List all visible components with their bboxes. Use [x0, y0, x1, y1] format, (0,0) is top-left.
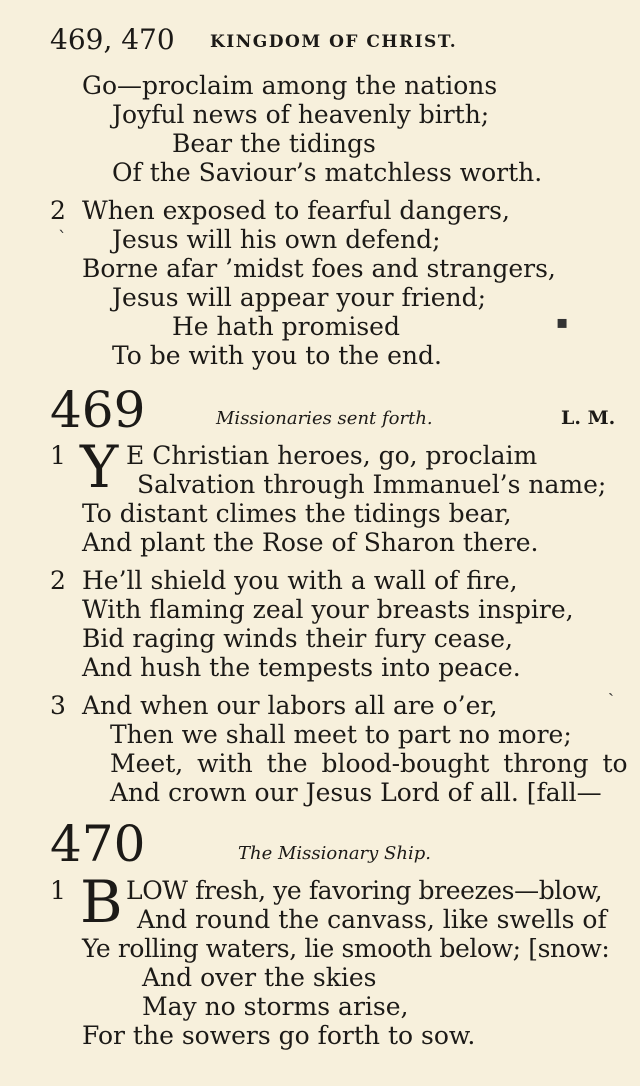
prev-line-4: Of the Saviour’s matchless worth.	[112, 158, 543, 187]
hymn-470-line-2: And round the canvass, like swells of	[137, 905, 607, 934]
hymn-469-verse-1-number: 1	[50, 441, 66, 470]
hymn-469-title: Missionaries sent forth.	[216, 408, 433, 429]
page-numbers: 469, 470	[50, 23, 175, 56]
prev-line-7: Borne afar ’midst foes and strangers,	[82, 254, 556, 283]
hymn-470-line-1: LOW fresh, ye favoring breezes—blow,	[126, 876, 603, 905]
hymn-470-line-4: And over the skies	[142, 963, 377, 992]
hymn-469-verse-2-number: 2	[50, 566, 66, 595]
hymn-470-number: 470	[50, 815, 146, 873]
hymn-469-line-1: E Christian heroes, go, proclaim	[126, 441, 538, 470]
hymn-469-verse-3-number: 3	[50, 691, 66, 720]
hymn-470-dropcap: B	[80, 868, 123, 936]
prev-line-2: Joyful news of heavenly birth;	[112, 100, 490, 129]
hymn-469-dropcap: Y	[80, 433, 119, 501]
prev-verse-2-number: 2	[50, 196, 66, 225]
prev-line-3: Bear the tidings	[172, 129, 376, 158]
hymn-469-line-3: To distant climes the tidings bear,	[82, 499, 512, 528]
hymn-469-line-4: And plant the Rose of Sharon there.	[82, 528, 539, 557]
hymn-470-verse-1-number: 1	[50, 876, 66, 905]
prev-line-1: Go—proclaim among the nations	[82, 71, 498, 100]
stray-mark: ˋ	[58, 228, 67, 249]
prev-line-5: When exposed to fearful dangers,	[82, 196, 510, 225]
hymn-470-line-5: May no storms arise,	[142, 992, 409, 1021]
stray-mark: ˎ	[608, 676, 614, 697]
prev-line-8: Jesus will appear your friend;	[112, 283, 487, 312]
prev-line-9: He hath promised	[172, 312, 400, 341]
hymn-470-line-3: Ye rolling waters, lie smooth below; [snow:	[82, 934, 610, 963]
hymn-470-title: The Missionary Ship.	[238, 843, 431, 864]
hymn-469-line-12: And crown our Jesus Lord of all. [fall—	[110, 778, 602, 807]
hymn-469-line-5: He’ll shield you with a wall of fire,	[82, 566, 518, 595]
hymn-470-line-6: For the sowers go forth to sow.	[82, 1021, 476, 1050]
running-title: KINGDOM OF CHRIST.	[210, 32, 458, 52]
hymn-469-line-8: And hush the tempests into peace.	[82, 653, 521, 682]
hymn-469-line-6: With flaming zeal your breasts inspire,	[82, 595, 574, 624]
prev-line-10: To be with you to the end.	[112, 341, 442, 370]
hymn-469-line-7: Bid raging winds their fury cease,	[82, 624, 513, 653]
hymn-469-line-10: Then we shall meet to part no more;	[110, 720, 572, 749]
hymn-469-line-2: Salvation through Immanuel’s name;	[137, 470, 607, 499]
hymn-469-number: 469	[50, 381, 146, 439]
hymn-469-line-11: Meet, with the blood-bought throng to	[110, 749, 628, 778]
prev-line-6: Jesus will his own defend;	[112, 225, 441, 254]
hymn-469-meter: L. M.	[561, 407, 616, 429]
hymn-469-line-9: And when our labors all are o’er,	[82, 691, 498, 720]
stray-mark: ▪	[556, 312, 569, 333]
